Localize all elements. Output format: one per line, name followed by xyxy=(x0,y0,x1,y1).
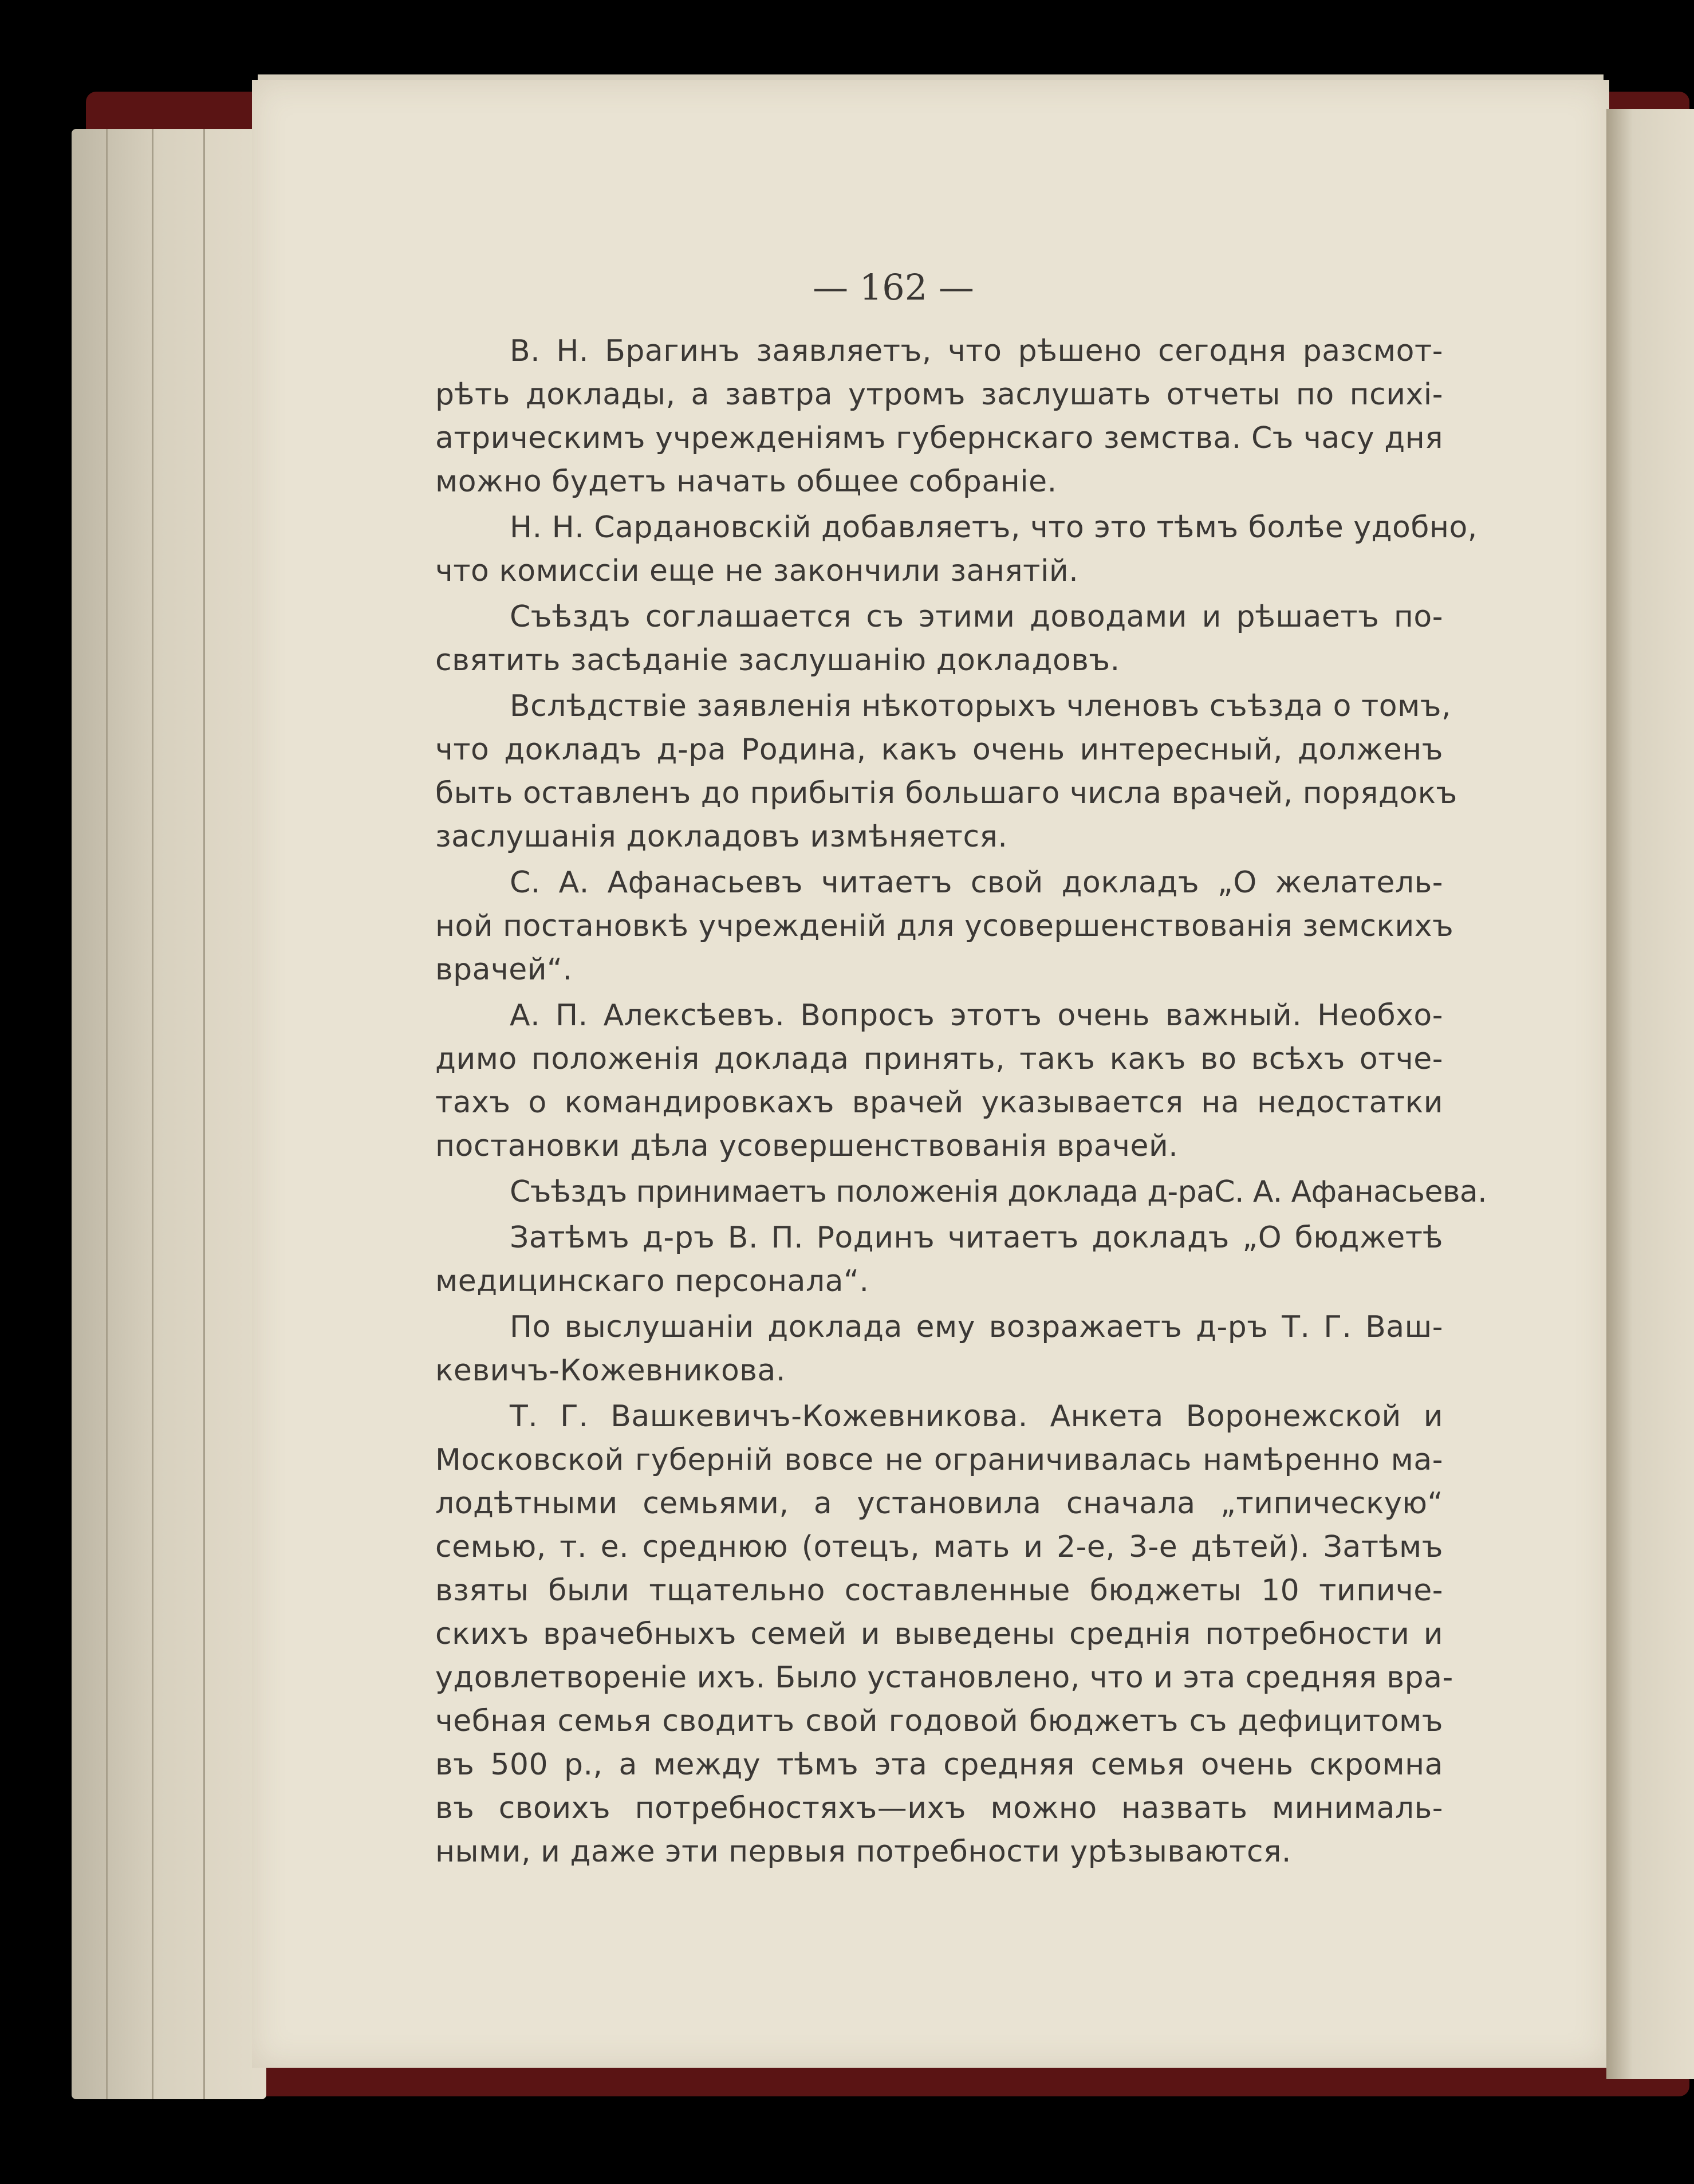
body-text xyxy=(435,329,1487,1876)
paragraph xyxy=(435,329,1443,503)
page-number: — 162 — xyxy=(813,266,974,308)
text-line: Съѣздъ соглашается съ этими доводами и рѣшаетъ по- xyxy=(510,600,1443,634)
text-line: Вслѣдствіе заявленія нѣкоторыхъ членовъ съѣзда о томъ, xyxy=(510,689,1452,723)
text-line: что комиссіи еще не закончили занятій. xyxy=(435,554,1079,588)
text-line: Съѣздъ принимаетъ положенія доклада д-раС. А. Афанасьева. xyxy=(510,1175,1487,1209)
page-edge-line xyxy=(106,129,108,2099)
paragraph xyxy=(435,1216,1443,1303)
text-line: В. Н. Брагинъ заявляетъ, что рѣшено сегодня разсмот- xyxy=(510,334,1443,368)
paragraph xyxy=(435,1170,1487,1214)
text-line: заслушанія докладовъ измѣняется. xyxy=(435,820,1008,854)
text-line: постановки дѣла усовершенствованія врачей. xyxy=(435,1129,1179,1163)
text-line: взяты были тщательно составленные бюджеты 10 типиче- xyxy=(435,1573,1443,1608)
text-line: ными, и даже эти первыя потребности урѣзываются. xyxy=(435,1835,1291,1869)
text-line: чебная семья сводитъ свой годовой бюджетъ съ дефицитомъ xyxy=(435,1704,1443,1738)
text-line: быть оставленъ до прибытія большаго числа врачей, порядокъ xyxy=(435,776,1457,810)
text-line: Московской губерній вовсе не ограничивалась намѣренно ма- xyxy=(435,1443,1443,1477)
text-line: удовлетвореніе ихъ. Было установлено, что и эта средняя вра- xyxy=(435,1660,1453,1695)
text-line: димо положенія доклада принять, такъ какъ во всѣхъ отче- xyxy=(435,1042,1443,1076)
text-line: святить засѣданіе заслушанію докладовъ. xyxy=(435,643,1120,678)
text-line: лодѣтными семьями, а установила сначала „типическую“ xyxy=(435,1486,1443,1521)
text-line: въ своихъ потребностяхъ—ихъ можно назвать минималь- xyxy=(435,1791,1443,1825)
paragraph xyxy=(435,861,1454,991)
paragraph xyxy=(435,1395,1453,1874)
text-line: тахъ о командировкахъ врачей указывается на недостатки xyxy=(435,1085,1443,1120)
text-line: скихъ врачебныхъ семей и выведены среднія потребности и xyxy=(435,1617,1443,1651)
text-line: атрическимъ учрежденіямъ губернскаго земства. Съ часу дня xyxy=(435,421,1443,455)
left-page-stack xyxy=(72,129,266,2099)
paragraph xyxy=(435,684,1457,859)
text-line: Т. Г. Вашкевичъ-Кожевникова. Анкета Воронежской и xyxy=(510,1399,1443,1434)
page-edge-line xyxy=(152,129,153,2099)
paragraph xyxy=(435,994,1443,1168)
page-edge-line xyxy=(203,129,205,2099)
text-line: семью, т. е. среднюю (отецъ, мать и 2-е, 3-е дѣтей). Затѣмъ xyxy=(435,1530,1443,1564)
text-line: кевичъ-Кожевникова. xyxy=(435,1353,786,1388)
text-line: С. А. Афанасьевъ читаетъ свой докладъ „О желатель- xyxy=(510,865,1443,900)
text-line: въ 500 р., а между тѣмъ эта средняя семья очень скромна xyxy=(435,1748,1443,1782)
text-line: врачей“. xyxy=(435,953,573,987)
text-line: медицинскаго персонала“. xyxy=(435,1264,869,1298)
text-line: рѣть доклады, а завтра утромъ заслушать отчеты по психі- xyxy=(435,377,1443,412)
text-line: ной постановкѣ учрежденій для усовершенствованія земскихъ xyxy=(435,909,1454,943)
paragraph xyxy=(435,1305,1443,1392)
paragraph xyxy=(435,506,1478,593)
text-line: можно будетъ начать общее собраніе. xyxy=(435,465,1057,499)
paragraph xyxy=(435,595,1443,682)
text-line: Н. Н. Сардановскій добавляетъ, что это тѣмъ болѣе удобно, xyxy=(510,510,1478,545)
text-line: Затѣмъ д-ръ В. П. Родинъ читаетъ докладъ „О бюджетѣ xyxy=(510,1221,1443,1255)
text-line: По выслушаніи доклада ему возражаетъ д-ръ Т. Г. Ваш- xyxy=(510,1310,1443,1344)
facing-page-edge xyxy=(1606,109,1694,2079)
text-line: что докладъ д-ра Родина, какъ очень интересный, долженъ xyxy=(435,733,1443,767)
text-line: А. П. Алексѣевъ. Вопросъ этотъ очень важный. Необхо- xyxy=(510,998,1443,1033)
